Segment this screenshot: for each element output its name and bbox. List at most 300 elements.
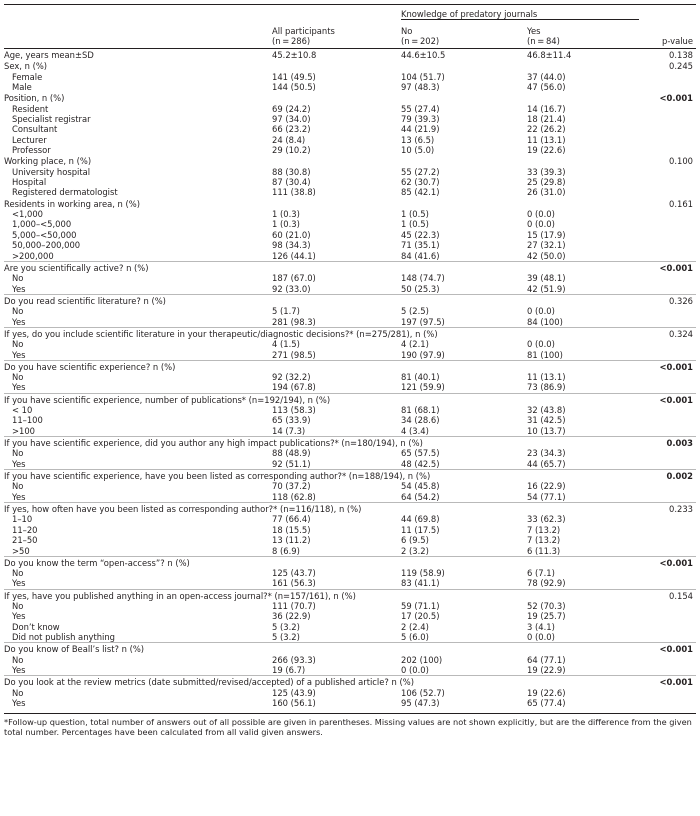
row-label: 1,000–<5,000 [12,219,72,230]
answer-row [4,459,696,470]
cell-p-value [639,145,696,155]
row-label: < 10 [12,405,33,416]
cell-knowledge-yes [527,155,639,166]
cell-knowledge-yes: 46.8±11.4 [527,49,572,60]
cell-all-participants [272,643,401,655]
cell-knowledge-no [401,360,527,372]
row-label: Yes [12,698,26,709]
question-row [4,49,696,61]
answer-row [4,382,696,393]
table-footnote: *Follow-up question, total number of answers out of all possible are given in parentheses. Missing values are not shown explicitly, but are the difference from the given total number. Percentages have been calculated from all valid given answers. [4,713,696,737]
cell-p-value [639,372,696,382]
cell-knowledge-no: 119 (58.9) [401,568,445,579]
cell-knowledge-no: 0 (0.0) [401,665,429,676]
cell-knowledge-yes [527,198,639,209]
header-blank [4,20,272,49]
cell-all-participants: 70 (37.2) [272,481,311,492]
cell-p-value: <0.001 [659,93,694,104]
row-label: Yes [12,458,26,469]
answer-row [4,82,696,92]
cell-knowledge-no: 55 (27.4) [401,103,440,114]
row-label: Yes [12,283,26,294]
cell-all-participants: 1 (0.3) [272,209,300,220]
cell-knowledge-no: 44 (21.9) [401,124,440,135]
results-table [4,4,696,708]
cell-knowledge-yes: 42 (51.9) [527,283,566,294]
cell-p-value: 0.233 [639,502,696,514]
header-blank [272,5,401,20]
cell-knowledge-no [401,643,527,655]
answer-row [4,316,696,327]
cell-p-value [639,103,696,113]
cell-p-value [639,545,696,556]
cell-p-value [639,622,696,632]
cell-knowledge-yes: 42 (50.0) [527,250,566,261]
cell-p-value [639,665,696,676]
cell-knowledge-no: 1 (0.5) [401,209,429,220]
row-label: Did not publish anything [12,632,115,643]
row-label: Yes [12,349,26,360]
cell-all-participants [272,60,401,71]
row-label: Working place, n (%) [4,156,92,167]
header-no [401,20,527,49]
cell-knowledge-yes: 22 (26.2) [527,124,566,135]
cell-p-value [639,481,696,491]
cell-knowledge-no: 97 (48.3) [401,81,440,92]
answer-row [4,632,696,643]
cell-all-participants [272,92,401,103]
cell-knowledge-yes: 31 (42.5) [527,415,566,426]
cell-p-value [639,525,696,535]
row-label: Lecturer [12,134,47,145]
cell-knowledge-no: 4 (3.4) [401,425,429,436]
row-label: Yes [12,316,26,327]
cell-knowledge-yes: 14 (16.7) [527,103,566,114]
row-label: >50 [12,545,30,556]
question-row [4,294,696,306]
row-label: Professor [12,145,51,156]
cell-p-value [639,339,696,349]
row-label: No [12,339,24,350]
cell-p-value [639,240,696,250]
cell-all-participants: 281 (98.3) [272,316,316,327]
cell-p-value [639,219,696,229]
row-label: No [12,568,24,579]
cell-all-participants: 111 (38.8) [272,187,316,198]
cell-knowledge-no: 5 (6.0) [401,632,429,643]
row-label: Hospital [12,177,47,188]
answer-row [4,535,696,545]
cell-knowledge-no: 65 (57.5) [401,448,440,459]
cell-p-value [639,114,696,124]
row-label: Specialist registrar [12,113,91,124]
cell-p-value: 0.245 [669,61,694,72]
cell-p-value [639,415,696,425]
row-label: <1,000 [12,209,43,220]
cell-knowledge-yes: 52 (70.3) [527,601,566,612]
row-label: Male [12,81,32,92]
cell-knowledge-no: 148 (74.7) [401,273,445,284]
row-label: Yes [12,611,26,622]
question-row [4,60,696,71]
cell-knowledge-no: 197 (97.5) [401,316,445,327]
cell-p-value [639,632,696,643]
cell-knowledge-no: 5 (2.5) [401,306,429,317]
cell-knowledge-yes: 0 (0.0) [527,306,555,317]
row-label: No [12,654,24,665]
row-label: Sex, n (%) [4,61,48,72]
question-row [4,155,696,166]
row-label: If you have scientific experience, did you author any high impact publications?* (n=180/194), n (%) [4,437,639,449]
row-label: If you have scientific experience, have you been listed as corresponding author?* (n=188/194), n (%) [4,470,639,482]
cell-knowledge-yes [527,643,639,655]
cell-knowledge-yes: 84 (100) [527,316,563,327]
cell-all-participants: 113 (58.3) [272,405,316,416]
question-row [4,393,696,405]
row-label: No [12,687,24,698]
cell-p-value [639,535,696,545]
row-label: Yes [12,665,26,676]
cell-knowledge-yes: 19 (22.6) [527,687,566,698]
cell-p-value: 0.324 [639,327,696,339]
cell-knowledge-no: 81 (68.1) [401,405,440,416]
answer-row [4,372,696,382]
cell-knowledge-yes: 0 (0.0) [527,219,555,230]
cell-knowledge-no: 62 (30.7) [401,177,440,188]
answer-row [4,103,696,113]
cell-knowledge-no: 95 (47.3) [401,698,440,709]
cell-knowledge-yes: 3 (4.1) [527,621,555,632]
cell-p-value [639,426,696,437]
question-row [4,92,696,103]
question-row [4,198,696,209]
header-yes [527,20,639,49]
cell-all-participants [272,261,401,273]
cell-all-participants: 92 (33.0) [272,283,311,294]
cell-knowledge-no: 44.6±10.5 [401,49,446,60]
cell-knowledge-yes: 37 (44.0) [527,71,566,82]
cell-knowledge-no [401,92,527,103]
question-row [4,589,696,601]
cell-p-value [639,578,696,589]
answer-row [4,273,696,283]
cell-knowledge-no: 81 (40.1) [401,372,440,383]
cell-knowledge-yes [527,556,639,568]
row-label: Do you have scientific experience? n (%) [4,360,272,372]
cell-p-value [639,177,696,187]
row-label: Residents in working area, n (%) [4,198,141,209]
row-label: If yes, do you include scientific literature in your therapeutic/diagnostic decisions?* (n=275/281), n (%) [4,327,639,339]
header-all-n: (n = 286) [272,35,311,46]
cell-p-value: <0.001 [639,393,696,405]
row-label: If yes, how often have you been listed as corresponding author?* (n=116/118), n (%) [4,502,639,514]
cell-knowledge-no: 104 (51.7) [401,71,445,82]
row-label: 21–50 [12,535,38,546]
cell-all-participants: 160 (56.1) [272,698,316,709]
cell-knowledge-no [401,294,527,306]
row-label: Do you know of Beall’s list? n (%) [4,643,272,655]
question-row [4,556,696,568]
cell-p-value: <0.001 [639,643,696,655]
cell-knowledge-no: 71 (35.1) [401,240,440,251]
row-label: University hospital [12,166,91,177]
row-label: If yes, have you published anything in an open-access journal?* (n=157/161), n (%) [4,589,639,601]
cell-knowledge-yes: 16 (22.9) [527,481,566,492]
answer-row [4,339,696,349]
cell-all-participants: 18 (15.5) [272,524,311,535]
cell-knowledge-yes: 0 (0.0) [527,339,555,350]
answer-row [4,578,696,589]
cell-knowledge-no: 6 (9.5) [401,535,429,546]
cell-all-participants: 92 (51.1) [272,458,311,469]
cell-all-participants: 266 (93.3) [272,654,316,665]
group-header-knowledge: Knowledge of predatory journals [401,5,639,20]
row-label: 11–100 [12,415,43,426]
answer-row [4,611,696,621]
cell-all-participants: 144 (50.5) [272,81,316,92]
cell-knowledge-yes: 10 (13.7) [527,425,566,436]
row-label: Don’t know [12,621,60,632]
cell-all-participants: 125 (43.7) [272,568,316,579]
cell-knowledge-no [401,556,527,568]
answer-row [4,187,696,197]
row-label: No [12,481,24,492]
cell-p-value [639,382,696,393]
answer-row [4,405,696,415]
row-label: >100 [12,425,36,436]
cell-all-participants: 271 (98.5) [272,349,316,360]
cell-knowledge-yes: 0 (0.0) [527,209,555,220]
cell-all-participants: 118 (62.8) [272,491,316,502]
question-row [4,470,696,482]
cell-knowledge-yes: 23 (34.3) [527,448,566,459]
cell-p-value: 0.003 [639,437,696,449]
row-label: No [12,273,24,284]
table-header [4,5,696,49]
answer-row [4,426,696,437]
cell-all-participants: 60 (21.0) [272,229,311,240]
cell-knowledge-yes: 65 (77.4) [527,698,566,709]
cell-all-participants: 69 (24.2) [272,103,311,114]
answer-row [4,349,696,360]
cell-knowledge-yes [527,360,639,372]
cell-p-value [639,601,696,611]
cell-all-participants: 141 (49.5) [272,71,316,82]
cell-knowledge-yes: 73 (86.9) [527,382,566,393]
cell-p-value [639,283,696,294]
cell-knowledge-yes: 6 (7.1) [527,568,555,579]
cell-knowledge-no: 50 (25.3) [401,283,440,294]
row-label: Consultant [12,124,58,135]
answer-row [4,688,696,698]
question-row [4,643,696,655]
answer-row [4,71,696,81]
row-label: No [12,306,24,317]
cell-all-participants [272,155,401,166]
cell-knowledge-yes: 64 (77.1) [527,654,566,665]
row-label: Female [12,71,43,82]
cell-all-participants [272,360,401,372]
cell-all-participants: 4 (1.5) [272,339,300,350]
cell-all-participants: 111 (70.7) [272,601,316,612]
answer-row [4,219,696,229]
cell-all-participants: 88 (48.9) [272,448,311,459]
cell-knowledge-yes: 19 (22.9) [527,665,566,676]
cell-all-participants [272,556,401,568]
cell-p-value [639,250,696,261]
cell-knowledge-no: 2 (2.4) [401,621,429,632]
cell-p-value [639,405,696,415]
answer-row [4,514,696,524]
cell-all-participants: 187 (67.0) [272,273,316,284]
cell-p-value [639,459,696,470]
header-all-participants [272,20,401,49]
answer-row [4,240,696,250]
cell-all-participants [272,294,401,306]
cell-knowledge-yes: 26 (31.0) [527,187,566,198]
question-row [4,502,696,514]
cell-p-value [639,688,696,698]
cell-p-value [639,82,696,92]
row-label: 1–10 [12,514,33,525]
answer-row [4,665,696,676]
cell-all-participants: 1 (0.3) [272,219,300,230]
cell-knowledge-no: 79 (39.3) [401,113,440,124]
header-all-label: All participants [272,25,335,36]
cell-p-value [639,209,696,219]
cell-p-value: <0.001 [639,261,696,273]
cell-all-participants: 126 (44.1) [272,250,316,261]
answer-row [4,448,696,458]
row-label: 11–20 [12,524,38,535]
cell-p-value [639,316,696,327]
cell-p-value [639,124,696,134]
cell-knowledge-yes: 54 (77.1) [527,491,566,502]
cell-knowledge-no: 83 (41.1) [401,578,440,589]
header-p-value: p-value [639,20,696,49]
cell-knowledge-no [401,198,527,209]
cell-p-value [639,568,696,578]
cell-knowledge-no: 4 (2.1) [401,339,429,350]
cell-knowledge-no: 48 (42.5) [401,458,440,469]
answer-row [4,655,696,665]
cell-p-value [639,655,696,665]
cell-knowledge-yes: 15 (17.9) [527,229,566,240]
header-no-n: (n = 202) [401,35,440,46]
cell-p-value [639,514,696,524]
cell-knowledge-no [401,155,527,166]
cell-knowledge-yes: 32 (43.8) [527,405,566,416]
cell-knowledge-no: 106 (52.7) [401,687,445,698]
cell-p-value [639,306,696,316]
cell-knowledge-no: 84 (41.6) [401,250,440,261]
cell-all-participants: 97 (34.0) [272,113,311,124]
cell-knowledge-yes: 19 (22.6) [527,145,566,156]
cell-p-value [639,230,696,240]
cell-all-participants: 98 (34.3) [272,240,311,251]
table-body [4,49,696,709]
cell-all-participants: 24 (8.4) [272,134,306,145]
row-label: Yes [12,578,26,589]
cell-knowledge-yes: 7 (13.2) [527,535,561,546]
cell-p-value: 0.138 [669,49,694,60]
cell-all-participants: 14 (7.3) [272,425,306,436]
answer-row [4,250,696,261]
cell-p-value [639,448,696,458]
answer-row [4,124,696,134]
header-yes-n: (n = 84) [527,35,560,46]
cell-knowledge-no: 44 (69.8) [401,514,440,525]
cell-knowledge-no: 45 (22.3) [401,229,440,240]
cell-knowledge-no: 17 (20.5) [401,611,440,622]
cell-all-participants: 65 (33.9) [272,415,311,426]
cell-p-value [639,492,696,503]
row-label: If you have scientific experience, number of publications* (n=192/194), n (%) [4,393,639,405]
cell-knowledge-no: 59 (71.1) [401,601,440,612]
cell-p-value [639,273,696,283]
answer-row [4,492,696,503]
document-page [4,4,696,738]
row-label: Position, n (%) [4,93,65,104]
row-label: 5,000–<50,000 [12,229,77,240]
cell-knowledge-yes: 0 (0.0) [527,632,555,643]
cell-knowledge-yes: 25 (29.8) [527,177,566,188]
cell-knowledge-no: 121 (59.9) [401,382,445,393]
cell-all-participants: 5 (1.7) [272,306,300,317]
cell-p-value: <0.001 [639,676,696,688]
answer-row [4,601,696,611]
answer-row [4,481,696,491]
row-label: Do you read scientific literature? n (%) [4,294,272,306]
cell-all-participants: 45.2±10.8 [272,49,317,60]
row-label: Registered dermatologist [12,187,118,198]
cell-p-value [639,166,696,176]
row-label: 50,000–200,000 [12,240,81,251]
cell-all-participants: 8 (6.9) [272,545,300,556]
cell-p-value: 0.100 [669,156,694,167]
answer-row [4,306,696,316]
cell-knowledge-no: 202 (100) [401,654,443,665]
cell-all-participants: 92 (32.2) [272,372,311,383]
answer-row [4,545,696,556]
cell-all-participants: 194 (67.8) [272,382,316,393]
cell-p-value [639,698,696,708]
cell-p-value [639,187,696,197]
cell-knowledge-no: 11 (17.5) [401,524,440,535]
cell-knowledge-yes: 27 (32.1) [527,240,566,251]
cell-knowledge-yes: 39 (48.1) [527,273,566,284]
row-label: No [12,601,24,612]
question-row [4,261,696,273]
cell-p-value [639,71,696,81]
row-label: Do you look at the review metrics (date submitted/revised/accepted) of a published article? n (%) [4,676,639,688]
cell-knowledge-no: 10 (5.0) [401,145,435,156]
answer-row [4,145,696,155]
cell-p-value [639,611,696,621]
cell-knowledge-yes: 19 (25.7) [527,611,566,622]
cell-all-participants: 13 (11.2) [272,535,311,546]
answer-row [4,166,696,176]
question-row [4,676,696,688]
row-label: Resident [12,103,49,114]
cell-knowledge-no: 64 (54.2) [401,491,440,502]
row-label: Age, years mean±SD [4,49,94,60]
cell-p-value: 0.161 [669,198,694,209]
answer-row [4,698,696,708]
row-label: >200,000 [12,250,54,261]
cell-knowledge-yes: 81 (100) [527,349,563,360]
cell-knowledge-no: 2 (3.2) [401,545,429,556]
